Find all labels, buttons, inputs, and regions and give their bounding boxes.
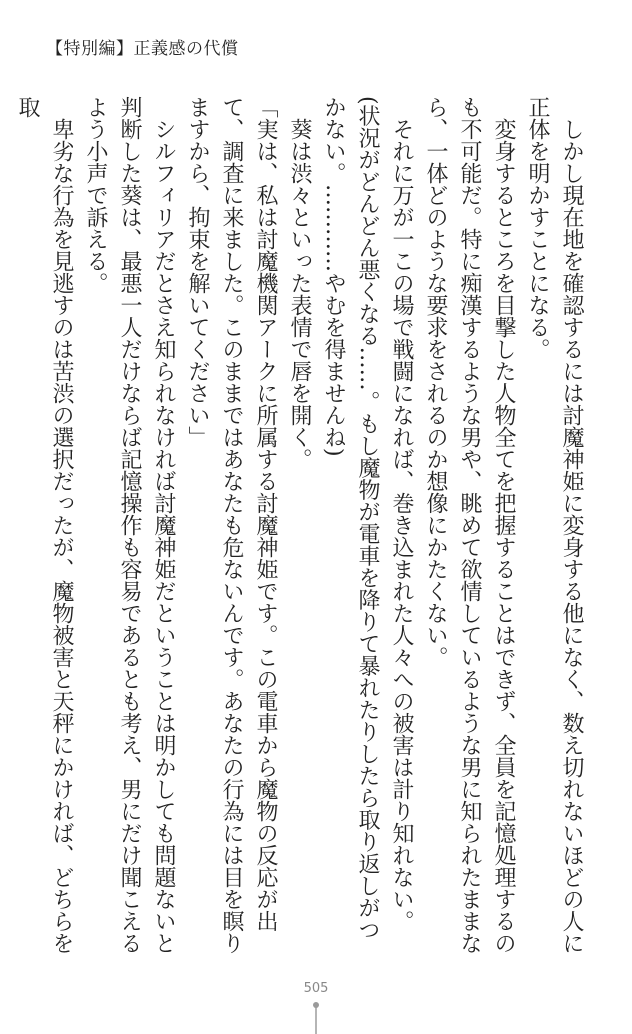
paragraph: 卑劣な行為を見逃すのは苦渋の選択だったが、魔物被害と天秤にかければ、どちらを取 — [15, 96, 74, 954]
dialogue-paragraph: 「実は、私は討魔機関アークに所属する討魔神姫です。この電車から魔物の反応が出て、調査に来ました。このままではあなたも危ないんです。あなたの行為には目を瞑りますから、拘束を解いてください」 — [185, 96, 278, 954]
paragraph: しかし現在地を確認するには討魔神姫に変身する他になく、数え切れないほどの人に正体を明かすことになる。 — [525, 96, 584, 954]
vertical-body-text — [10, 96, 588, 956]
running-header-title: 【特別編】正義感の代償 — [46, 39, 239, 59]
paragraph: 変身するところを目撃した人物全てを把握することはできず、全員を記憶処理するのも不可能だ。特に痴漢するような男や、眺めて欲情しているような男に知られたままなら、一体どのような要求をされるのか想像にかたくない。 — [423, 96, 516, 954]
paragraph: シルフィリアだとさえ知られなければ討魔神姫だということは明かしても問題ないと判断した葵は、最悪一人だけならば記憶操作も容易であるとも考え、男にだけ聞こえるよう小声で訴える。 — [83, 96, 176, 954]
page-number: 505 — [303, 981, 329, 996]
paragraph: それに万が一この場で戦闘になれば、巻き込まれた人々への被害は計り知れない。 — [389, 118, 414, 932]
page-number-rule — [315, 1004, 317, 1034]
paragraph: 葵は渋々といった表情で唇を開く。 — [287, 118, 312, 470]
inner-thought-paragraph: (状況がどんどん悪くなる……。もし魔物が電車を降りて暴れたりしたら取り返しがつかない。…………やむを得ませんね) — [321, 96, 380, 941]
page-number-marker-dot — [313, 1002, 319, 1008]
